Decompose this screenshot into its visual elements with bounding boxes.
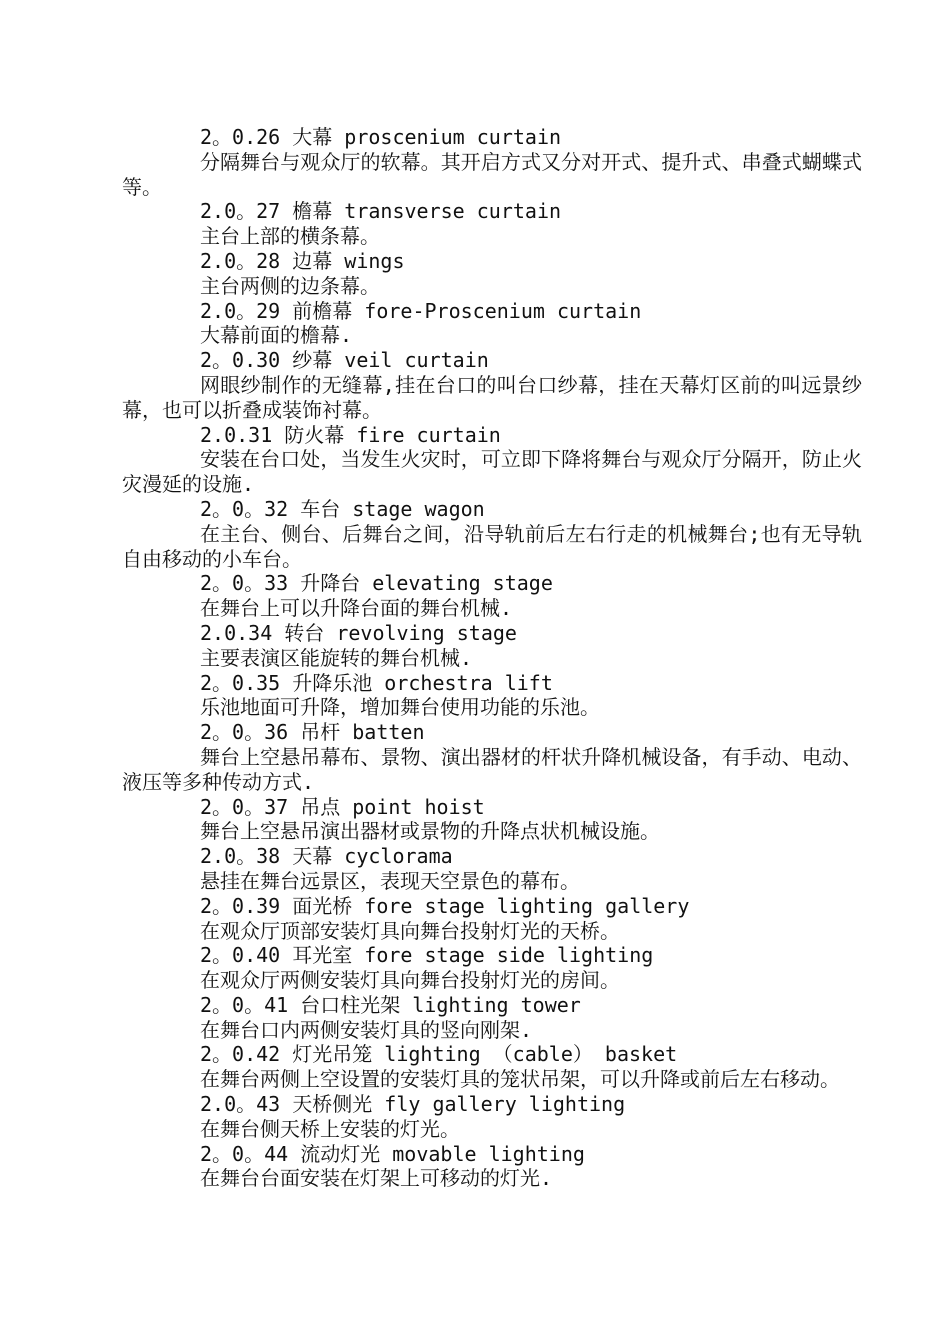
term-heading: 2。0。44 流动灯光 movable lighting	[200, 1141, 585, 1166]
term-definition: 在观众厅两侧安装灯具向舞台投射灯光的房间。	[200, 968, 620, 993]
term-heading: 2.0。38 天幕 cyclorama	[200, 844, 453, 869]
term-definition: 在舞台台面安装在灯架上可移动的灯光.	[200, 1166, 553, 1191]
term-heading: 2.0。29 前檐幕 fore-Proscenium curtain	[200, 298, 642, 323]
term-definition: 舞台上空悬吊演出器材或景物的升降点状机械设施。	[200, 819, 660, 844]
term-heading: 2。0。32 车台 stage wagon	[200, 496, 485, 521]
term-heading: 2。0.30 纱幕 veil curtain	[200, 348, 489, 373]
term-definition: 主台上部的横条幕。	[200, 224, 380, 249]
term-heading: 2。0.26 大幕 proscenium curtain	[200, 125, 562, 149]
term-definition: 在观众厅顶部安装灯具向舞台投射灯光的天桥。	[200, 918, 620, 943]
term-definition: 主台两侧的边条幕。	[200, 273, 380, 298]
term-heading: 2。0.39 面光桥 fore stage lighting gallery	[200, 893, 690, 918]
term-heading: 2.0.31 防火幕 fire curtain	[200, 422, 501, 447]
term-definition: 安装在台口处，当发生火灾时，可立即下降将舞台与观众厅分隔开，防止火灾漫延的设施.	[122, 447, 862, 497]
term-heading: 2.0。28 边幕 wings	[200, 248, 405, 273]
term-definition: 分隔舞台与观众厅的软幕。其开启方式又分对开式、提升式、串叠式蝴蝶式等。	[122, 149, 862, 199]
term-heading: 2。0。36 吊杆 batten	[200, 720, 425, 745]
term-definition: 悬挂在舞台远景区，表现天空景色的幕布。	[200, 868, 580, 893]
term-heading: 2。0。41 台口柱光架 lighting tower	[200, 992, 581, 1017]
term-heading: 2。0.40 耳光室 fore stage side lighting	[200, 943, 654, 968]
term-heading: 2.0.34 转台 revolving stage	[200, 620, 517, 645]
term-heading: 2。0.42 灯光吊笼 lighting （cable） basket	[200, 1042, 678, 1067]
term-definition: 舞台上空悬吊幕布、景物、演出器材的杆状升降机械设备，有手动、电动、液压等多种传动方式.	[122, 744, 862, 794]
term-heading: 2.0。27 檐幕 transverse curtain	[200, 199, 562, 224]
term-heading: 2。0。33 升降台 elevating stage	[200, 571, 553, 596]
glossary-section	[122, 125, 862, 1191]
term-definition: 大幕前面的檐幕.	[200, 323, 353, 348]
term-definition: 主要表演区能旋转的舞台机械.	[200, 645, 473, 670]
term-definition: 在舞台上可以升降台面的舞台机械.	[200, 596, 513, 621]
term-heading: 2。0。37 吊点 point hoist	[200, 794, 485, 819]
term-definition: 在主台、侧台、后舞台之间，沿导轨前后左右行走的机械舞台;也有无导轨自由移动的小车台。	[122, 521, 862, 571]
term-heading: 2。0.35 升降乐池 orchestra lift	[200, 670, 553, 695]
term-definition: 网眼纱制作的无缝幕,挂在台口的叫台口纱幕，挂在天幕灯区前的叫远景纱幕，也可以折叠成装饰衬幕。	[122, 372, 862, 422]
term-heading: 2.0。43 天桥侧光 fly gallery lighting	[200, 1092, 626, 1117]
term-definition: 在舞台口内两侧安装灯具的竖向刚架.	[200, 1017, 533, 1042]
term-definition: 在舞台两侧上空设置的安装灯具的笼状吊架，可以升降或前后左右移动。	[200, 1067, 840, 1092]
term-definition: 乐池地面可升降，增加舞台使用功能的乐池。	[200, 695, 600, 720]
term-definition: 在舞台侧天桥上安装的灯光。	[200, 1116, 460, 1141]
